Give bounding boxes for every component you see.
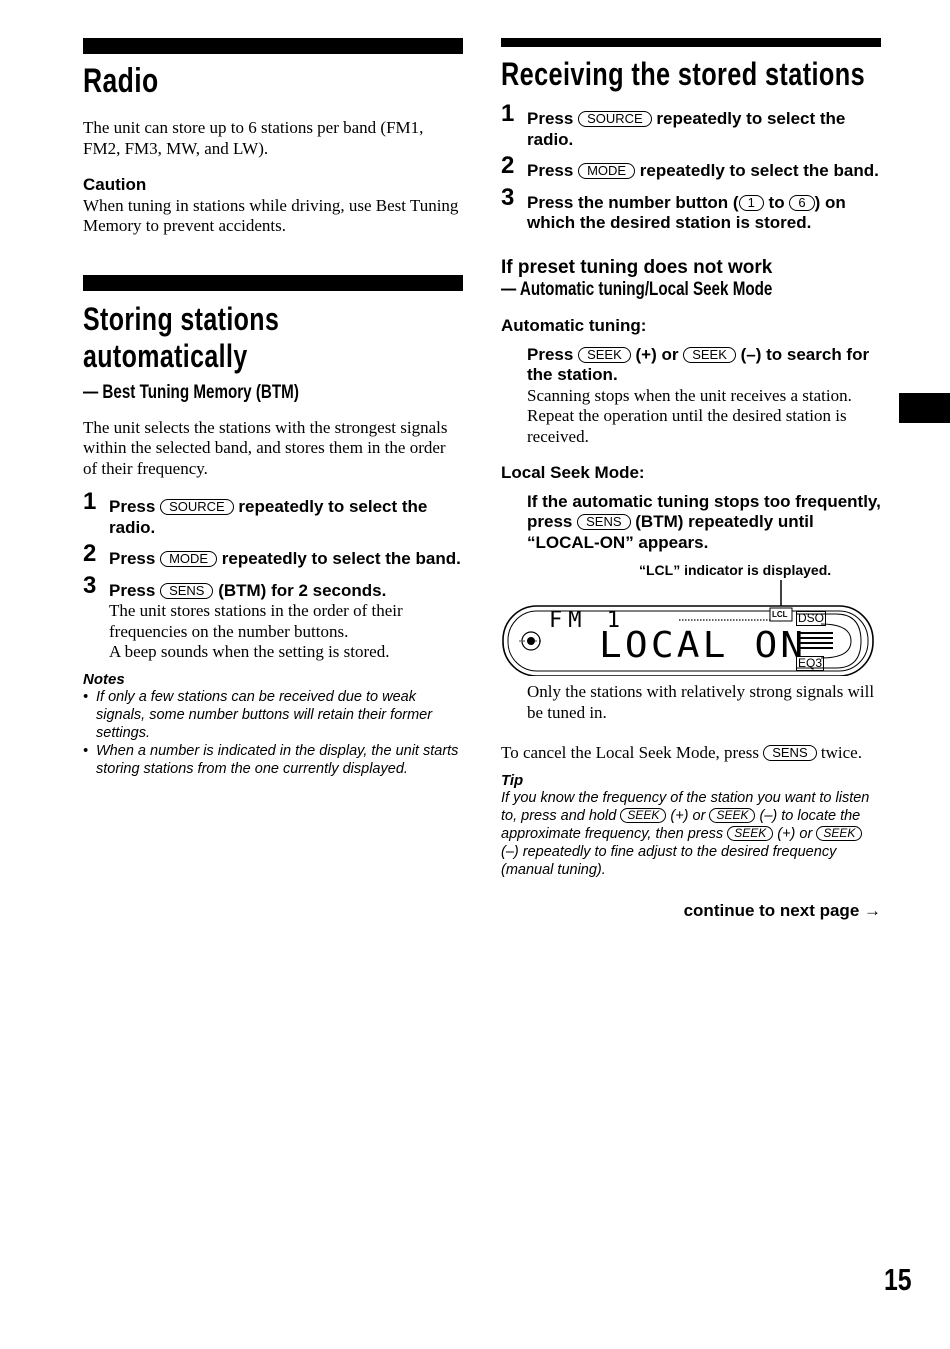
receiving-title: Receiving the stored stations: [501, 56, 866, 92]
step-text: repeatedly to select the band.: [639, 161, 879, 180]
tip-text: [501, 789, 881, 879]
lcl-indicator: LCL: [772, 610, 788, 619]
tip-fragment: (+) or: [670, 807, 706, 824]
local-seek-result: Only the stations with relatively strong signals will be tuned in.: [527, 682, 875, 722]
step-text: (–) to search for the station.: [527, 344, 870, 384]
local-seek-label: Local Seek Mode:: [501, 463, 645, 482]
receiving-step-2: [501, 152, 881, 182]
tip-fragment: (–) repeatedly to fine adjust to the desired frequency (manual tuning).: [501, 843, 837, 878]
step-number: 2: [83, 540, 97, 567]
storing-step-3-detail: The unit stores stations in the order of their frequencies on the number buttons.: [109, 601, 403, 641]
storing-step-3: [83, 571, 463, 602]
left-column: [83, 38, 463, 778]
continue-text: continue to next page →: [683, 900, 881, 920]
storing-title: [83, 301, 463, 375]
mode-key: MODE: [578, 163, 635, 179]
auto-tuning-instruction: [501, 345, 881, 386]
cancel-text: [501, 743, 881, 764]
step-text: repeatedly to select the band.: [221, 549, 461, 568]
step-text: Press the number button (: [527, 192, 739, 212]
step-number: 2: [501, 152, 515, 179]
step-text: Press: [109, 549, 156, 568]
step-number: 1: [83, 488, 97, 515]
tip-label: Tip: [501, 771, 524, 789]
step-text: ) on which the desired station is stored.: [527, 192, 846, 232]
storing-step-3-beep: A beep sounds when the setting is stored.: [109, 642, 390, 661]
storing-subtitle: — Best Tuning Memory (BTM): [83, 381, 299, 403]
step-number: 3: [83, 571, 97, 599]
storing-step-1: [83, 488, 463, 538]
eq3-indicator: EQ3: [798, 656, 823, 670]
step-text: Press: [109, 580, 156, 600]
receiving-step-3: [501, 183, 881, 234]
preset-heading: If preset tuning does not work: [501, 256, 773, 278]
section-rule: [83, 275, 463, 291]
step-text: to: [768, 192, 785, 212]
seek-key: SEEK: [578, 347, 631, 363]
page-number: 15: [884, 1262, 912, 1297]
tip-fragment: If you know the frequency of the station you want to listen to, press and hold: [501, 789, 870, 824]
seek-key: SEEK: [816, 826, 862, 841]
number-1-key: 1: [739, 195, 764, 211]
step-text: (+) or: [635, 344, 679, 364]
storing-title-line2: automatically: [83, 337, 248, 374]
step-text: If the automatic tuning stops too frequently, press: [527, 491, 881, 531]
number-6-key: 6: [789, 195, 814, 211]
local-seek-instruction: [501, 492, 881, 554]
display-text: LOCAL ON: [599, 625, 807, 666]
auto-tuning-detail: Scanning stops when the unit receives a station. Repeat the operation until the desired station is received.: [527, 385, 852, 446]
step-text: repeatedly to select the radio.: [109, 497, 428, 537]
step-text: (BTM) for 2 seconds.: [218, 580, 387, 600]
receiving-step-1: [501, 100, 881, 150]
section-rule: [501, 38, 881, 47]
radio-intro: The unit can store up to 6 stations per band (FM1, FM2, FM3, MW, and LW).: [83, 118, 424, 158]
note-item: • When a number is indicated in the display, the unit starts storing stations from the one currently displayed.: [83, 742, 459, 777]
notes-label: Notes: [83, 670, 125, 688]
step-text: (BTM) repeatedly until “LOCAL-ON” appears.: [527, 512, 814, 552]
step-number: 3: [501, 183, 515, 211]
dso-indicator: DSO: [798, 611, 825, 625]
display-band: FM 1: [549, 608, 626, 633]
section-rule: [83, 38, 463, 54]
preset-subtitle: — Automatic tuning/Local Seek Mode: [501, 279, 773, 300]
seek-key: SEEK: [727, 826, 773, 841]
tip-fragment: (–) to locate the approximate frequency, then press: [501, 807, 861, 842]
storing-intro: The unit selects the stations with the strongest signals within the selected band, and stores them in the order of their frequency.: [83, 417, 448, 478]
auto-tuning-label: Automatic tuning:: [501, 316, 647, 335]
storing-title-line1: Storing stations: [83, 300, 280, 337]
sens-key: SENS: [763, 745, 816, 761]
step-text: twice.: [820, 743, 862, 762]
step-text: Press: [527, 161, 574, 180]
sens-key: SENS: [160, 583, 213, 599]
radio-title: Radio: [83, 62, 159, 100]
seek-key: SEEK: [709, 808, 755, 823]
right-column: [501, 38, 881, 921]
caution-label: Caution: [83, 175, 147, 194]
step-number: 1: [501, 100, 515, 127]
caution-text: When tuning in stations while driving, use Best Tuning Memory to prevent accidents.: [83, 195, 459, 235]
section-tab-marker: [899, 393, 950, 423]
seek-key: SEEK: [683, 347, 736, 363]
source-key: SOURCE: [160, 499, 234, 515]
sens-key: SENS: [577, 514, 630, 530]
note-text: If only a few stations can be received due to weak signals, some number buttons will retain their former settings.: [96, 688, 433, 741]
step-text: Press: [527, 109, 574, 128]
note-item: • If only a few stations can be received due to weak signals, some number buttons will retain their former settings.: [83, 688, 433, 741]
storing-step-2: [83, 540, 463, 570]
tip-fragment: (+) or: [777, 825, 813, 842]
source-key: SOURCE: [578, 111, 652, 127]
step-text: Press: [109, 497, 156, 516]
step-text: repeatedly to select the radio.: [527, 109, 846, 149]
step-text: Press: [527, 344, 574, 364]
mode-key: MODE: [160, 551, 217, 567]
seek-key: SEEK: [620, 808, 666, 823]
step-text: To cancel the Local Seek Mode, press: [501, 743, 759, 762]
note-text: When a number is indicated in the display, the unit starts storing stations from the one currently displayed.: [96, 742, 459, 777]
lcl-caption: “LCL” indicator is displayed.: [639, 562, 832, 578]
display-illustration: [501, 580, 877, 676]
